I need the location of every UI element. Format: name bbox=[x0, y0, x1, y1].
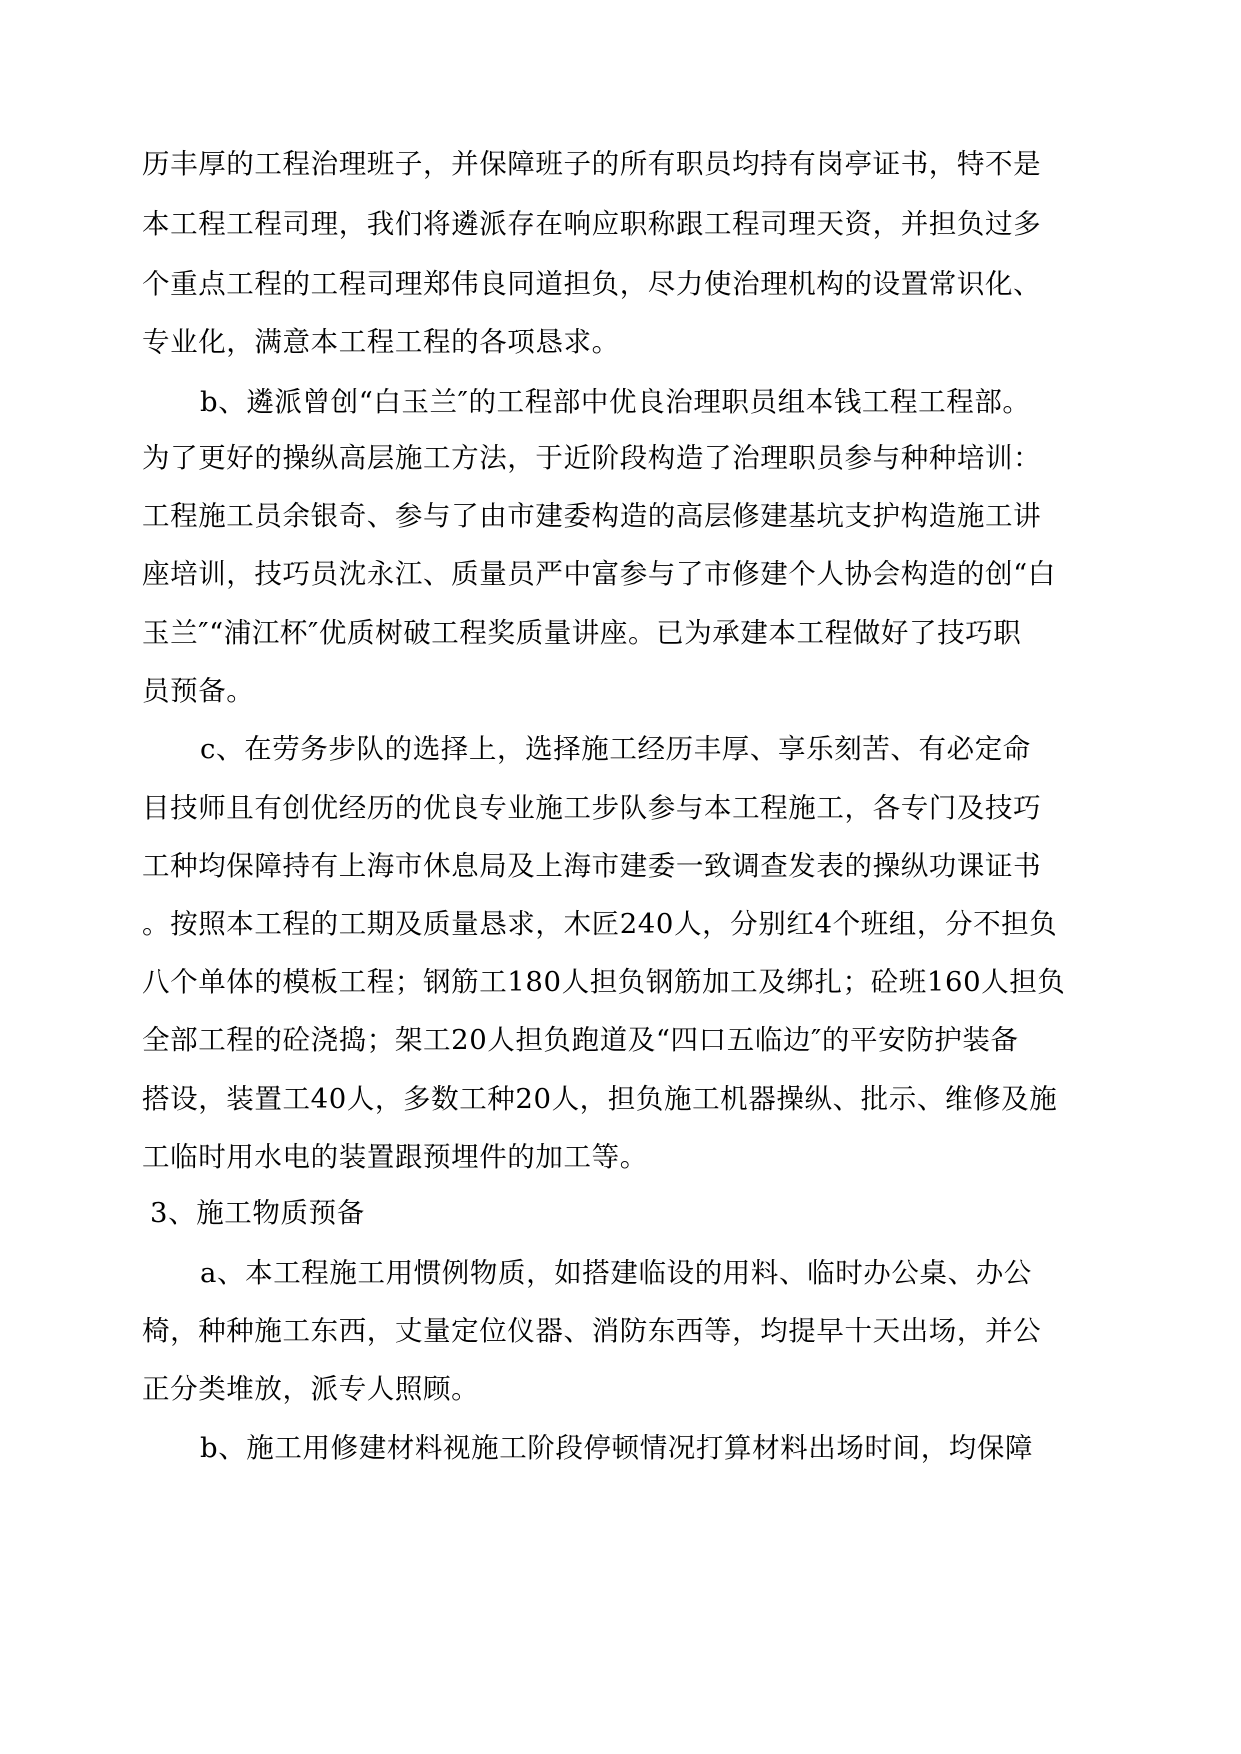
paragraph-b-start: b、遴派曾创“白玉兰″的工程部中优良治理职员组本钱工程工程部。 bbox=[200, 386, 1031, 418]
text-line: 正分类堆放，派专人照顾。 bbox=[142, 1373, 480, 1405]
text-line: 目技师且有创优经历的优良专业施工步队参与本工程施工，各专门及技巧 bbox=[142, 792, 1042, 824]
text-line: 个重点工程的工程司理郑伟良同道担负，尽力使治理机构的设置常识化、 bbox=[142, 268, 1042, 300]
text-line: 历丰厚的工程治理班子，并保障班子的所有职员均持有岗亭证书，特不是 bbox=[142, 148, 1042, 180]
paragraph-c-start: c、在劳务步队的选择上，选择施工经历丰厚、享乐刻苦、有必定命 bbox=[200, 733, 1031, 765]
text-line: 八个单体的模板工程；钢筋工180人担负钢筋加工及绑扎；砼班160人担负 bbox=[142, 966, 1066, 998]
text-line: 搭设，装置工40人，多数工种20人，担负施工机器操纵、批示、维修及施 bbox=[142, 1083, 1058, 1115]
text-line: 专业化，满意本工程工程的各项恳求。 bbox=[142, 326, 620, 358]
text-line: 椅，种种施工东西，丈量定位仪器、消防东西等，均提早十天出场，并公 bbox=[142, 1315, 1042, 1347]
text-line: 玉兰″“浦江杯″优质树破工程奖质量讲座。已为承建本工程做好了技巧职 bbox=[142, 617, 1022, 649]
text-line: 座培训，技巧员沈永江、质量员严中富参与了市修建个人协会构造的创“白 bbox=[142, 558, 1056, 590]
text-line: 工种均保障持有上海市休息局及上海市建委一致调查发表的操纵功课证书 bbox=[142, 850, 1042, 882]
text-line: 工临时用水电的装置跟预埋件的加工等。 bbox=[142, 1141, 648, 1173]
text-line: 。按照本工程的工期及质量恳求，木匠240人，分别红4个班组，分不担负 bbox=[142, 908, 1058, 940]
text-line: 本工程工程司理，我们将遴派存在响应职称跟工程司理天资，并担负过多 bbox=[142, 208, 1042, 240]
text-line: 员预备。 bbox=[142, 675, 255, 707]
text-line: 工程施工员余银奇、参与了由市建委构造的高层修建基坑支护构造施工讲 bbox=[142, 500, 1042, 532]
paragraph-b2-start: b、施工用修建材料视施工阶段停顿情况打算材料出场时间，均保障 bbox=[200, 1432, 1034, 1464]
text-line: 为了更好的操纵高层施工方法，于近阶段构造了治理职员参与种种培训： bbox=[142, 442, 1042, 474]
text-line: 全部工程的砼浇捣；架工20人担负跑道及“四口五临边″的平安防护装备 bbox=[142, 1024, 1019, 1056]
paragraph-a-start: a、本工程施工用惯例物质，如搭建临设的用料、临时办公桌、办公 bbox=[200, 1257, 1032, 1289]
section-heading: 3、施工物质预备 bbox=[150, 1197, 365, 1229]
